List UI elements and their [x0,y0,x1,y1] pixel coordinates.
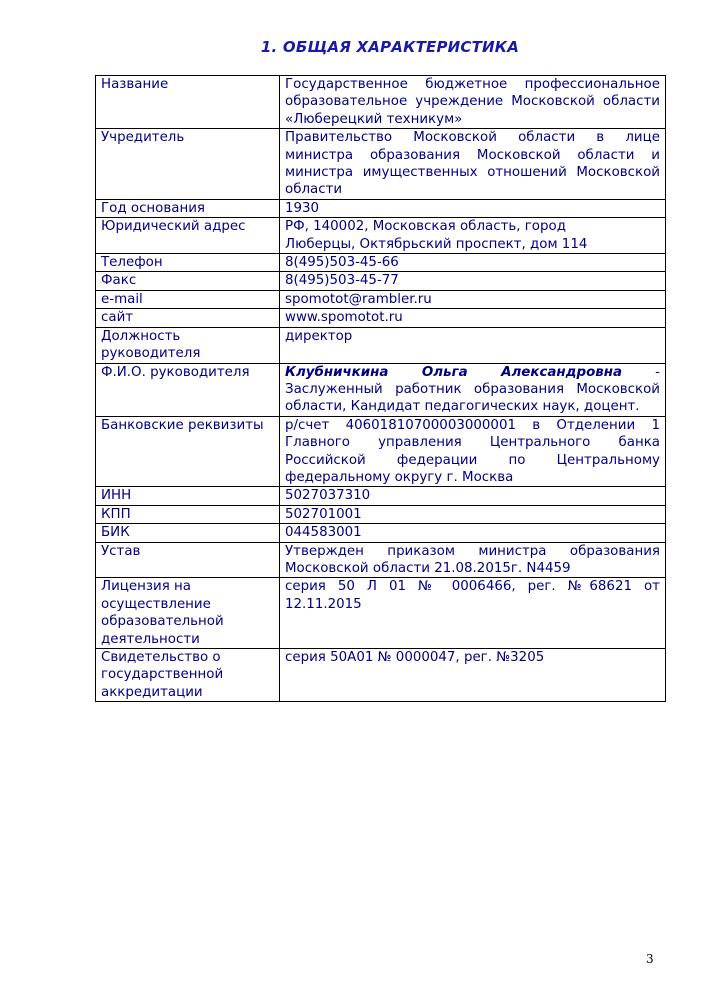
row-label: Юридический адрес [96,218,280,254]
table-row [96,218,666,254]
row-label: сайт [96,309,280,327]
row-label: ИНН [96,487,280,505]
general-info-table [95,75,666,702]
table-row [96,542,666,578]
row-value [280,363,666,416]
table-row [96,327,666,363]
row-label: Телефон [96,254,280,272]
table-row [96,129,666,200]
row-label: Ф.И.О. руководителя [96,363,280,416]
table-row [96,505,666,523]
row-label: Свидетельство о государственной аккредитации [96,649,280,702]
table-row [96,272,666,290]
table-row [96,309,666,327]
table-row [96,290,666,308]
section-title: 1. ОБЩАЯ ХАРАКТЕРИСТИКА [260,38,520,56]
table-row [96,363,666,416]
row-value: 502701001 [280,505,666,523]
director-title: - Заслуженный работник образования Московской области, Кандидат педагогических наук, доцент. [285,364,660,415]
row-value: 5027037310 [280,487,666,505]
table-row [96,416,666,487]
table-row [96,578,666,649]
row-value: р/счет 40601810700003000001 в Отделении 1 Главного управления Центрального банка Российской федерации по Центральному федеральному округу г. Москва [280,416,666,487]
row-label: Лицензия на осуществление образовательной деятельности [96,578,280,649]
row-value: Правительство Московской области в лице министра образования Московской области и министра имущественных отношений Московской области [280,129,666,200]
row-value: spomotot@rambler.ru [280,290,666,308]
row-label: БИК [96,524,280,542]
table-row [96,524,666,542]
address-line-1: РФ, 140002, Московская область, город [285,219,566,235]
row-label: Название [96,76,280,129]
row-label: Устав [96,542,280,578]
row-value: Государственное бюджетное профессиональное образовательное учреждение Московской области «Люберецкий техникум» [280,76,666,129]
row-value: серия 50А01 № 0000047, рег. №3205 [280,649,666,702]
address-line-2: Люберцы, Октябрьский проспект, дом 114 [285,236,588,252]
row-value: 044583001 [280,524,666,542]
row-label: Факс [96,272,280,290]
row-value: www.spomotot.ru [280,309,666,327]
row-value: Утвержден приказом министра образования Московской области 21.08.2015г. N4459 [280,542,666,578]
page-number: 3 [646,952,654,966]
row-value: 1930 [280,199,666,217]
row-value: серия 50 Л 01 № 0006466, рег. №68621 от 12.11.2015 [280,578,666,649]
table-row [96,199,666,217]
row-label: Должность руководителя [96,327,280,363]
table-row [96,254,666,272]
director-name: Клубничкина Ольга Александровна [285,364,623,380]
row-label: e-mail [96,290,280,308]
row-value: 8(495)503-45-66 [280,254,666,272]
row-value: директор [280,327,666,363]
table-row [96,487,666,505]
table-row [96,649,666,702]
row-value [280,218,666,254]
row-value: 8(495)503-45-77 [280,272,666,290]
row-label: Учредитель [96,129,280,200]
row-label: Год основания [96,199,280,217]
table-row [96,76,666,129]
row-label: КПП [96,505,280,523]
row-label: Банковские реквизиты [96,416,280,487]
